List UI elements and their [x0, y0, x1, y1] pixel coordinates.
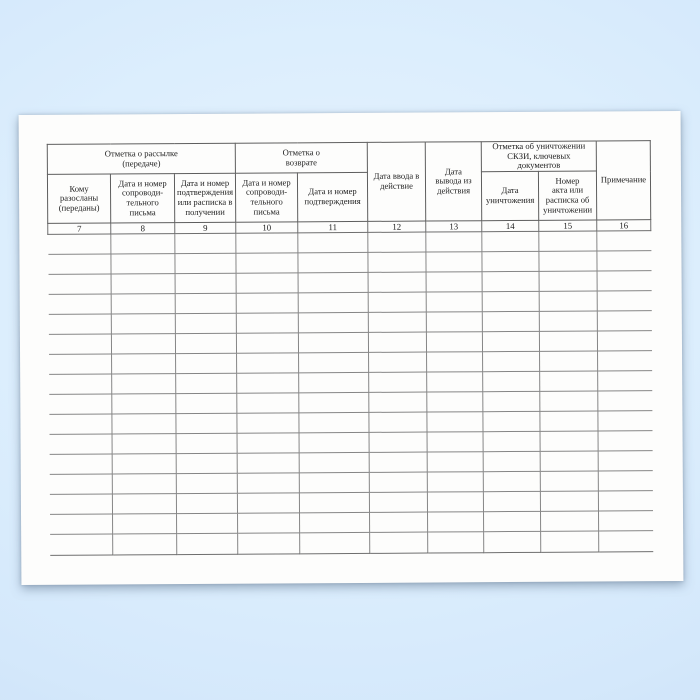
empty-cell — [236, 273, 298, 293]
empty-cell — [369, 352, 427, 372]
empty-cell — [369, 392, 427, 412]
empty-cell — [48, 314, 111, 334]
empty-cell — [540, 451, 598, 471]
col-number-10: 10 — [236, 222, 298, 233]
empty-cell — [237, 433, 299, 453]
empty-cell — [369, 412, 427, 432]
col-number-9: 9 — [175, 222, 236, 233]
empty-cell — [369, 472, 427, 492]
empty-cell — [427, 352, 483, 372]
empty-cell — [113, 514, 177, 534]
empty-cell — [299, 353, 369, 373]
empty-cell — [299, 433, 369, 453]
empty-cell — [539, 251, 597, 271]
empty-cell — [112, 474, 176, 494]
empty-cell — [483, 351, 540, 371]
empty-cell — [298, 333, 368, 353]
empty-cell — [598, 491, 652, 511]
empty-cell — [368, 232, 426, 252]
empty-cell — [176, 493, 237, 513]
empty-cell — [369, 492, 427, 512]
col-number-12: 12 — [368, 221, 426, 232]
sub-header-row — [47, 171, 650, 224]
empty-cell — [598, 351, 652, 371]
empty-cell — [236, 333, 298, 353]
empty-cell — [299, 393, 369, 413]
empty-cell — [368, 332, 426, 352]
empty-cell — [300, 512, 370, 532]
empty-cell — [111, 294, 175, 314]
empty-cell — [175, 313, 236, 333]
empty-cell — [298, 313, 368, 333]
empty-cell — [237, 373, 299, 393]
empty-cell — [483, 431, 540, 451]
empty-cell — [483, 391, 540, 411]
empty-cell — [598, 411, 652, 431]
empty-cell — [426, 272, 482, 292]
empty-cell — [299, 492, 369, 512]
empty-cell — [300, 532, 370, 553]
empty-cell — [236, 313, 298, 333]
empty-cell — [540, 391, 598, 411]
empty-cell — [598, 371, 652, 391]
empty-cell — [111, 274, 175, 294]
empty-cell — [111, 334, 175, 354]
empty-cell — [483, 471, 540, 491]
empty-cell — [50, 514, 113, 534]
empty-cell — [539, 231, 597, 251]
empty-cell — [370, 532, 428, 553]
empty-cell — [483, 411, 540, 431]
empty-cell — [237, 453, 299, 473]
empty-cell — [299, 413, 369, 433]
empty-cell — [112, 354, 176, 374]
col-number-15: 15 — [539, 220, 597, 231]
empty-cell — [540, 371, 598, 391]
col-header-note: Примечание — [596, 141, 650, 220]
empty-cell — [177, 533, 238, 554]
empty-cell — [49, 394, 112, 414]
col-number-14: 14 — [482, 220, 539, 231]
empty-cell — [237, 473, 299, 493]
empty-cell — [426, 312, 482, 332]
empty-cell — [597, 251, 651, 271]
empty-cell — [369, 432, 427, 452]
empty-cell — [175, 333, 236, 353]
journal-table — [47, 140, 654, 556]
empty-cell — [597, 271, 651, 291]
empty-cell — [112, 374, 176, 394]
empty-cell — [599, 511, 653, 531]
empty-cell — [483, 451, 540, 471]
col-number-8: 8 — [111, 223, 175, 234]
empty-cell — [176, 353, 237, 373]
empty-cell — [175, 293, 236, 313]
col-header-destruction-act: Номер акта или расписка об уничтожении — [538, 171, 596, 220]
empty-cell — [49, 414, 112, 434]
empty-cell — [427, 432, 483, 452]
empty-cell — [427, 452, 483, 472]
empty-cell — [368, 272, 426, 292]
empty-cell — [238, 513, 300, 533]
empty-cell — [176, 453, 237, 473]
group-header-return: Отметка о возврате — [235, 142, 367, 173]
empty-cell — [597, 331, 651, 351]
table-row — [50, 531, 653, 556]
empty-cell — [236, 233, 298, 253]
journal-body — [48, 231, 653, 556]
empty-cell — [368, 312, 426, 332]
empty-cell — [482, 271, 539, 291]
empty-cell — [175, 233, 236, 253]
empty-cell — [597, 231, 651, 251]
col-header-date-put-into-effect: Дата ввода в действие — [367, 142, 425, 221]
empty-cell — [541, 511, 599, 531]
empty-cell — [427, 412, 483, 432]
group-header-row — [47, 141, 650, 175]
empty-cell — [298, 293, 368, 313]
empty-cell — [598, 471, 652, 491]
empty-cell — [50, 534, 113, 555]
empty-cell — [298, 273, 368, 293]
empty-cell — [368, 252, 426, 272]
empty-cell — [540, 491, 598, 511]
empty-cell — [598, 451, 652, 471]
col-number-11: 11 — [298, 222, 368, 233]
empty-cell — [597, 291, 651, 311]
empty-cell — [175, 253, 236, 273]
col-header-cover-letter-return: Дата и номер сопроводи- тельного письма — [235, 173, 297, 222]
empty-cell — [427, 392, 483, 412]
empty-cell — [540, 351, 598, 371]
empty-cell — [112, 454, 176, 474]
paper-sheet — [19, 111, 684, 585]
empty-cell — [598, 391, 652, 411]
col-number-7: 7 — [48, 223, 111, 234]
col-number-16: 16 — [597, 220, 651, 231]
empty-cell — [112, 414, 176, 434]
empty-cell — [111, 314, 175, 334]
empty-cell — [49, 434, 112, 454]
empty-cell — [427, 472, 483, 492]
empty-cell — [540, 411, 598, 431]
empty-cell — [176, 373, 237, 393]
empty-cell — [483, 371, 540, 391]
empty-cell — [238, 533, 300, 554]
empty-cell — [176, 413, 237, 433]
empty-cell — [49, 454, 112, 474]
empty-cell — [176, 433, 237, 453]
empty-cell — [428, 532, 484, 553]
empty-cell — [426, 252, 482, 272]
empty-cell — [49, 374, 112, 394]
empty-cell — [48, 274, 111, 294]
empty-cell — [540, 431, 598, 451]
empty-cell — [426, 332, 482, 352]
empty-cell — [541, 531, 599, 552]
empty-cell — [482, 311, 539, 331]
empty-cell — [428, 512, 484, 532]
empty-cell — [236, 253, 298, 273]
empty-cell — [177, 513, 238, 533]
empty-cell — [176, 393, 237, 413]
col-header-date-withdrawn: Дата вывода из действия — [425, 142, 481, 221]
empty-cell — [111, 234, 175, 254]
col-header-confirmation-receipt: Дата и номер подтверждения или расписка в получении — [174, 173, 235, 222]
empty-cell — [540, 471, 598, 491]
empty-cell — [482, 251, 539, 271]
empty-cell — [298, 253, 368, 273]
empty-cell — [482, 291, 539, 311]
empty-cell — [597, 311, 651, 331]
empty-cell — [539, 271, 597, 291]
empty-cell — [482, 331, 539, 351]
group-header-destruction: Отметка об уничтожении СКЗИ, ключевых документов — [481, 141, 596, 172]
empty-cell — [236, 293, 298, 313]
empty-cell — [426, 292, 482, 312]
empty-cell — [299, 373, 369, 393]
empty-cell — [237, 493, 299, 513]
empty-cell — [484, 531, 541, 552]
group-header-dispatch: Отметка о рассылке (передаче) — [47, 143, 235, 174]
empty-cell — [237, 393, 299, 413]
empty-cell — [483, 491, 540, 511]
empty-cell — [482, 231, 539, 251]
empty-cell — [112, 434, 176, 454]
empty-cell — [298, 233, 368, 253]
empty-cell — [599, 531, 653, 552]
empty-cell — [539, 311, 597, 331]
empty-cell — [368, 292, 426, 312]
empty-cell — [237, 413, 299, 433]
empty-cell — [598, 431, 652, 451]
col-header-confirmation-return: Дата и номер подтверждения — [297, 173, 367, 222]
empty-cell — [111, 254, 175, 274]
empty-cell — [112, 494, 176, 514]
empty-cell — [48, 234, 111, 254]
empty-cell — [539, 331, 597, 351]
empty-cell — [369, 372, 427, 392]
empty-cell — [539, 291, 597, 311]
empty-cell — [427, 372, 483, 392]
empty-cell — [426, 232, 482, 252]
empty-cell — [176, 473, 237, 493]
empty-cell — [299, 473, 369, 493]
empty-cell — [175, 273, 236, 293]
col-header-destruction-date: Дата уничтожения — [481, 171, 538, 220]
empty-cell — [369, 452, 427, 472]
col-header-recipient: Кому разосланы (переданы) — [47, 174, 110, 223]
empty-cell — [48, 294, 111, 314]
empty-cell — [49, 494, 112, 514]
empty-cell — [370, 512, 428, 532]
empty-cell — [299, 453, 369, 473]
empty-cell — [49, 474, 112, 494]
empty-cell — [427, 492, 483, 512]
empty-cell — [48, 254, 111, 274]
col-number-13: 13 — [426, 221, 482, 232]
empty-cell — [484, 511, 541, 531]
empty-cell — [49, 354, 112, 374]
empty-cell — [237, 353, 299, 373]
col-header-cover-letter-dispatch: Дата и номер сопроводи- тельного письма — [110, 174, 174, 223]
empty-cell — [48, 334, 111, 354]
empty-cell — [112, 394, 176, 414]
empty-cell — [113, 534, 177, 555]
